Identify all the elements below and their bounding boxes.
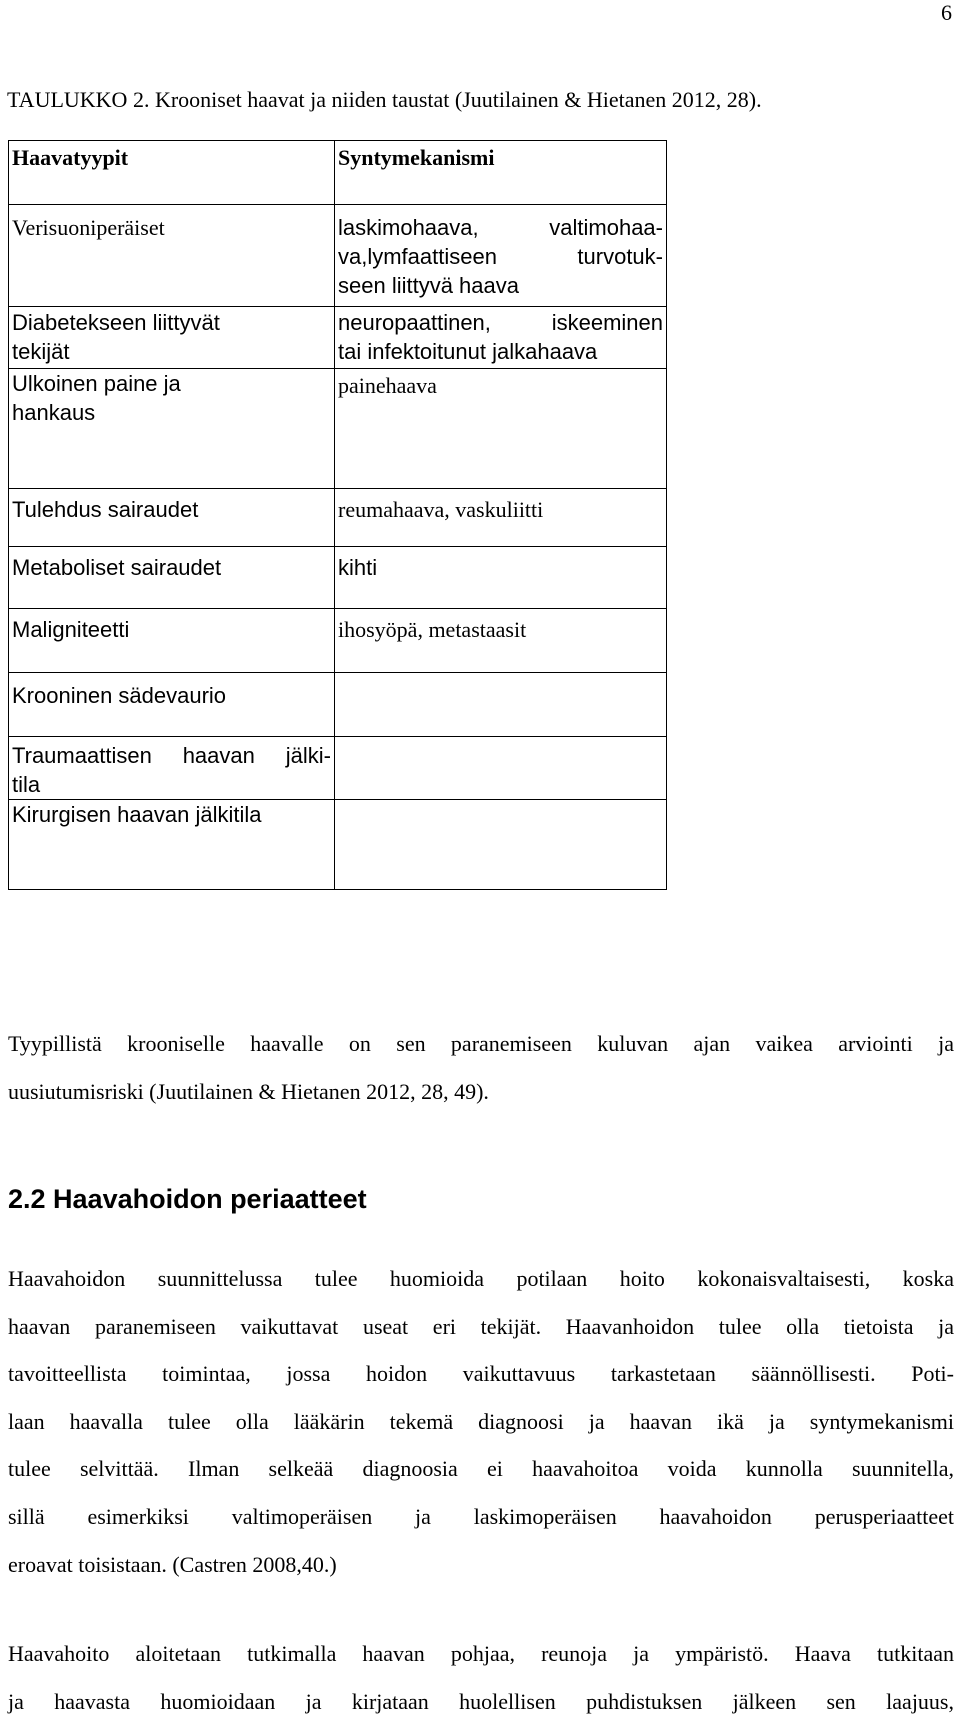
paragraph-line: tavoitteellista toimintaa, jossa hoidon vaikuttavuus tarkastetaan säännöllisesti. Poti- <box>8 1361 954 1387</box>
header-mechanism: Syntymekanismi <box>335 141 667 205</box>
type-line: Ulkoinen paine ja <box>12 371 181 396</box>
type-line: tekijät <box>12 339 70 364</box>
table-caption: TAULUKKO 2. Krooniset haavat ja niiden taustat (Juutilainen & Hietanen 2012, 28). <box>7 87 762 112</box>
mechanism-line: tai infektoitunut jalkahaava <box>338 339 598 364</box>
type-line: Diabetekseen liittyvät <box>12 310 220 335</box>
mechanism-line: seen liittyvä haava <box>338 273 519 298</box>
wound-types-table <box>8 140 667 890</box>
paragraph-line: eroavat toisistaan. (Castren 2008,40.) <box>8 1551 337 1577</box>
table-header-row <box>9 141 667 205</box>
type-line: tila <box>12 772 41 797</box>
mechanism-line: neuropaattinen, iskeeminen <box>338 310 663 335</box>
mechanism-line: laskimohaava, valtimohaa- <box>338 215 663 240</box>
cell-type: Kirurgisen haavan jälkitila <box>9 800 335 890</box>
cell-mechanism <box>335 737 667 800</box>
cell-mechanism <box>335 673 667 737</box>
paragraph-principles <box>8 1255 954 1588</box>
paragraph-line: haavan paranemiseen vaikuttavat useat eri tekijät. Haavanhoidon tulee olla tietoista ja <box>8 1313 954 1339</box>
page-number: 6 <box>941 0 952 25</box>
table-row <box>9 205 667 307</box>
type-line: Traumaattisen haavan jälki- <box>12 743 331 768</box>
cell-mechanism <box>335 307 667 369</box>
table-row <box>9 800 667 890</box>
paragraph-line: tulee selvittää. Ilman selkeää diagnoosia ei haavahoitoa voida kunnolla suunnitella, <box>8 1456 954 1482</box>
cell-type: Krooninen sädevaurio <box>9 673 335 737</box>
paragraph-line: laan haavalla tulee olla lääkärin tekemä diagnoosi ja haavan ikä ja syntymekanismi <box>8 1408 954 1434</box>
cell-mechanism <box>335 800 667 890</box>
cell-type <box>9 307 335 369</box>
paragraph-examination <box>8 1630 954 1725</box>
table-row <box>9 489 667 547</box>
type-line: hankaus <box>12 400 96 425</box>
table-row <box>9 737 667 800</box>
table-row <box>9 673 667 737</box>
cell-mechanism: painehaava <box>335 369 667 489</box>
header-wound-types: Haavatyypit <box>9 141 335 205</box>
table-row <box>9 547 667 609</box>
cell-mechanism: kihti <box>335 547 667 609</box>
cell-type: Maligniteetti <box>9 609 335 673</box>
paragraph-line: Tyypillistä krooniselle haavalle on sen paranemiseen kuluvan ajan vaikea arviointi ja <box>8 1031 954 1056</box>
paragraph-typical <box>8 1020 954 1115</box>
table-row <box>9 369 667 489</box>
paragraph-line: Haavahoito aloitetaan tutkimalla haavan pohjaa, reunoja ja ympäristö. Haava tutkitaan <box>8 1641 954 1666</box>
table-row <box>9 307 667 369</box>
paragraph-line: uusiutumisriski (Juutilainen & Hietanen 2012, 28, 49). <box>8 1078 489 1104</box>
mechanism-line: va,lymfaattiseen turvotuk- <box>338 244 663 269</box>
cell-mechanism: ihosyöpä, metastaasit <box>335 609 667 673</box>
cell-type: Metaboliset sairaudet <box>9 547 335 609</box>
cell-mechanism: reumahaava, vaskuliitti <box>335 489 667 547</box>
cell-type <box>9 737 335 800</box>
cell-type: Tulehdus sairaudet <box>9 489 335 547</box>
cell-type: Verisuoniperäiset <box>9 205 335 307</box>
paragraph-line: sillä esimerkiksi valtimoperäisen ja laskimoperäisen haavahoidon perusperiaatteet <box>8 1503 954 1529</box>
cell-mechanism <box>335 205 667 307</box>
paragraph-line: Haavahoidon suunnittelussa tulee huomioida potilaan hoito kokonaisvaltaisesti, koska <box>8 1266 954 1291</box>
section-heading: 2.2 Haavahoidon periaatteet <box>8 1184 367 1214</box>
paragraph-line: ja haavasta huomioidaan ja kirjataan huolellisen puhdistuksen jälkeen sen laajuus, <box>8 1688 954 1714</box>
cell-type <box>9 369 335 489</box>
table-row <box>9 609 667 673</box>
